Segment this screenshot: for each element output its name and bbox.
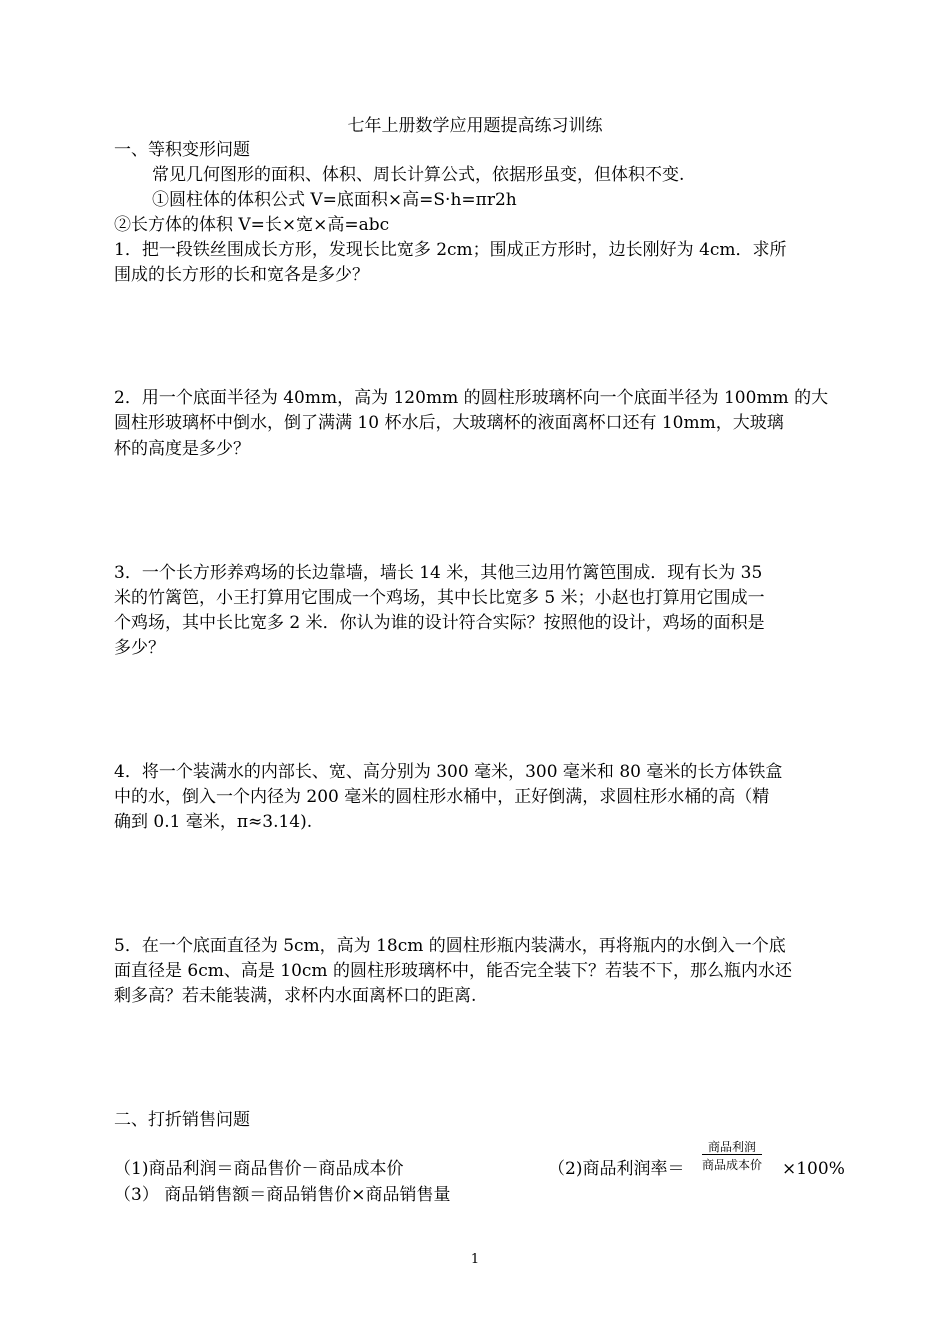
profit-rate-suffix: ×100% — [782, 1159, 845, 1179]
question-3-line-3: 个鸡场，其中长比宽多 2 米．你认为谁的设计符合实际？按照他的设计，鸡场的面积是 — [114, 613, 765, 633]
profit-formula: （1)商品利润＝商品售价－商品成本价 — [114, 1159, 404, 1179]
section-heading-1: 一、等积变形问题 — [114, 140, 250, 160]
question-2-line-2: 圆柱形玻璃杯中倒水，倒了满满 10 杯水后，大玻璃杯的液面离杯口还有 10mm，大玻璃 — [114, 413, 784, 433]
question-3-line-2: 米的竹篱笆，小王打算用它围成一个鸡场，其中长比宽多 5 米；小赵也打算用它围成一 — [114, 588, 765, 608]
formula-cylinder: ①圆柱体的体积公式 V=底面积×高=S·h=πr2h — [152, 190, 517, 210]
question-2-line-3: 杯的高度是多少？ — [114, 439, 250, 459]
sales-formula: （3） 商品销售额＝商品销售价×商品销售量 — [114, 1185, 451, 1205]
question-1-line-2: 围成的长方形的长和宽各是多少？ — [114, 265, 369, 285]
question-3-line-1: 3．一个长方形养鸡场的长边靠墙，墙长 14 米，其他三边用竹篱笆围成．现有长为 35 — [114, 563, 763, 583]
question-2-line-1: 2．用一个底面半径为 40mm，高为 120mm 的圆柱形玻璃杯向一个底面半径为 100mm 的大 — [114, 388, 829, 408]
fraction-denominator: 商品成本价 — [702, 1158, 763, 1172]
question-5-line-1: 5．在一个底面直径为 5cm，高为 18cm 的圆柱形瓶内装满水，再将瓶内的水倒入一个底 — [114, 936, 786, 956]
question-1-line-1: 1．把一段铁丝围成长方形，发现长比宽多 2cm；围成正方形时，边长刚好为 4cm．求所 — [114, 240, 787, 260]
formula-cuboid: ②长方体的体积 V=长×宽×高=abc — [114, 215, 390, 235]
question-3-line-4: 多少？ — [114, 638, 165, 658]
fraction-numerator: 商品利润 — [702, 1140, 762, 1155]
question-4-line-2: 中的水，倒入一个内径为 200 毫米的圆柱形水桶中，正好倒满，求圆柱形水桶的高（精 — [114, 787, 770, 807]
section-intro: 常见几何图形的面积、体积、周长计算公式，依据形虽变，但体积不变. — [152, 165, 685, 185]
question-4-line-3: 确到 0.1 毫米，π≈3.14). — [114, 812, 313, 832]
question-4-line-1: 4．将一个装满水的内部长、宽、高分别为 300 毫米，300 毫米和 80 毫米的长方体铁盒 — [114, 762, 783, 782]
page-title: 七年上册数学应用题提高练习训练 — [347, 116, 603, 136]
question-5-line-2: 面直径是 6cm、高是 10cm 的圆柱形玻璃杯中，能否完全装下？若装不下，那么瓶内水还 — [114, 961, 792, 981]
profit-rate-fraction — [702, 1140, 762, 1172]
page-number: 1 — [470, 1252, 480, 1267]
profit-rate-label: （2)商品利润率＝ — [548, 1159, 685, 1179]
question-5-line-3: 剩多高？若未能装满，求杯内水面离杯口的距离. — [114, 986, 477, 1006]
section-heading-2: 二、打折销售问题 — [114, 1110, 250, 1130]
